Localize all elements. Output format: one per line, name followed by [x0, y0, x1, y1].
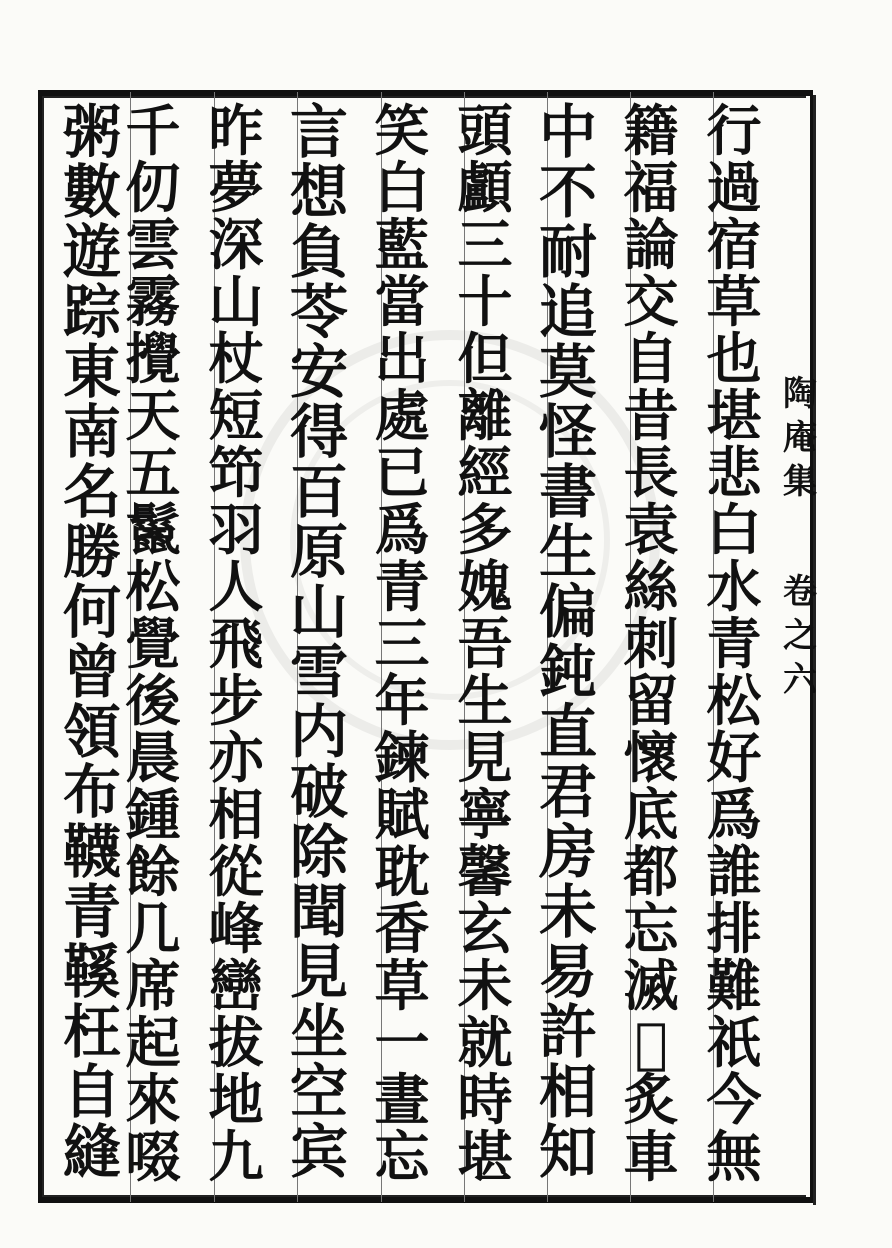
text-character: 都	[623, 839, 679, 904]
text-character: 坐	[289, 998, 348, 1066]
text-character: 昨	[208, 98, 264, 163]
text-character: 遊	[62, 218, 121, 286]
text-character: 耐	[538, 218, 597, 286]
text-character: 席	[125, 953, 181, 1018]
text-character: 安	[289, 338, 348, 406]
text-character: 鍊	[374, 725, 430, 790]
text-character: 晝	[374, 1067, 430, 1132]
text-character: 來	[125, 1067, 181, 1132]
text-character: 玄	[457, 896, 513, 961]
text-character: 除	[289, 818, 348, 886]
text-character: 賦	[374, 782, 430, 847]
text-character: 追	[538, 278, 597, 346]
text-character: 論	[623, 212, 679, 277]
text-character: 直	[538, 698, 597, 766]
text-character: 山	[208, 269, 264, 334]
text-column-2	[609, 98, 693, 1197]
text-character: 祇	[706, 1010, 762, 1075]
text-character: 後	[125, 668, 181, 733]
text-character: 刺	[623, 611, 679, 676]
text-character: 難	[706, 953, 762, 1018]
text-character: 啜	[125, 1124, 181, 1189]
text-character: 吾	[457, 611, 513, 676]
text-character: 多	[457, 497, 513, 562]
text-character: 餘	[125, 839, 181, 904]
text-character: 霧	[125, 269, 181, 334]
text-character: 東	[62, 338, 121, 406]
text-character: 水	[706, 554, 762, 619]
text-character: 拔	[208, 1010, 264, 1075]
text-character: 五	[125, 440, 181, 505]
text-character: 寧	[457, 782, 513, 847]
text-character: 悲	[706, 440, 762, 505]
text-character: 破	[289, 758, 348, 826]
text-column-3	[526, 98, 610, 1197]
text-character: 笑	[374, 98, 430, 163]
text-character: 飛	[208, 611, 264, 676]
text-character: 深	[208, 212, 264, 277]
text-character: 袁	[623, 497, 679, 562]
text-column-9	[50, 98, 134, 1197]
text-character: 頭	[457, 98, 513, 163]
text-character: 領	[62, 698, 121, 766]
text-character: 滅	[623, 953, 679, 1018]
text-character: 天	[125, 383, 181, 448]
text-character: 車	[623, 1124, 679, 1189]
text-character: 離	[457, 383, 513, 448]
text-character: 也	[706, 326, 762, 391]
text-character: 青	[706, 611, 762, 676]
text-character: 得	[289, 398, 348, 466]
text-character: 留	[623, 668, 679, 733]
text-character: 堪	[706, 383, 762, 448]
text-character: 起	[125, 1010, 181, 1075]
text-character: 白	[706, 497, 762, 562]
text-character: 步	[208, 668, 264, 733]
text-character: 懷	[623, 725, 679, 790]
text-character: 十	[457, 269, 513, 334]
text-character: 人	[208, 554, 264, 619]
text-character: 青	[62, 878, 121, 946]
text-column-6	[277, 98, 361, 1197]
text-character: 言	[289, 98, 348, 166]
text-character: 炙	[623, 1067, 679, 1132]
text-character: 相	[208, 782, 264, 847]
text-character: 鍾	[125, 782, 181, 847]
text-character: 交	[623, 269, 679, 334]
text-character: 已	[374, 440, 430, 505]
text-character: 青	[374, 554, 430, 619]
banxin-title-char: 集	[783, 462, 817, 502]
text-character: 三	[374, 611, 430, 676]
text-character: 忘	[623, 896, 679, 961]
text-character: 松	[125, 554, 181, 619]
text-character: 仞	[125, 155, 181, 220]
text-character: 千	[125, 98, 181, 163]
text-character: 房	[538, 818, 597, 886]
text-character: 峰	[208, 896, 264, 961]
text-character: 地	[208, 1067, 264, 1132]
text-character: 鞵	[62, 938, 121, 1006]
text-character: 許	[538, 998, 597, 1066]
text-character: 巒	[208, 953, 264, 1018]
text-character: 雪	[289, 638, 348, 706]
text-column-7	[194, 98, 278, 1197]
banxin-volume-label	[782, 570, 818, 702]
text-character: 覺	[125, 611, 181, 676]
text-character: 出	[374, 326, 430, 391]
text-character: 生	[538, 518, 597, 586]
text-character: 枉	[62, 998, 121, 1066]
text-character: 相	[538, 1058, 597, 1126]
text-character: 堪	[457, 1124, 513, 1189]
text-character: 自	[62, 1058, 121, 1126]
text-character: 原	[289, 518, 348, 586]
text-character: 鬣	[125, 497, 181, 562]
banxin-title-char: 庵	[783, 418, 817, 458]
text-character: 三	[457, 212, 513, 277]
text-character: 長	[623, 440, 679, 505]
text-character: 中	[538, 98, 597, 166]
text-character: 羽	[208, 497, 264, 562]
text-character: 行	[706, 98, 762, 163]
text-character: 怪	[538, 398, 597, 466]
text-character: 見	[457, 725, 513, 790]
text-character: 何	[62, 578, 121, 646]
text-character: 過	[706, 155, 762, 220]
text-character: 晨	[125, 725, 181, 790]
text-character: 百	[289, 458, 348, 526]
text-character: 馨	[457, 839, 513, 904]
banxin-title-char: 陶	[783, 374, 817, 414]
text-character: 從	[208, 839, 264, 904]
text-character: 忘	[374, 1124, 430, 1189]
text-character: 亦	[208, 725, 264, 790]
text-character: 踪	[62, 278, 121, 346]
text-character: 知	[538, 1118, 597, 1186]
text-character: 年	[374, 668, 430, 733]
text-character: 但	[457, 326, 513, 391]
text-character: 九	[208, 1124, 264, 1189]
text-character: 松	[706, 668, 762, 733]
text-character: 生	[457, 668, 513, 733]
text-character: 草	[706, 269, 762, 334]
text-character: 處	[374, 383, 430, 448]
text-character: 一	[374, 1010, 430, 1075]
text-character: 雲	[125, 212, 181, 277]
text-character: 南	[62, 398, 121, 466]
text-character: 内	[289, 698, 348, 766]
text-character: 昔	[623, 383, 679, 448]
text-column-4	[443, 98, 527, 1197]
text-character: 誰	[706, 839, 762, 904]
text-character: 縫	[62, 1118, 121, 1186]
text-character: 絲	[623, 554, 679, 619]
text-character: 偏	[538, 578, 597, 646]
text-character: 籍	[623, 98, 679, 163]
text-character: 今	[706, 1067, 762, 1132]
text-character: 短	[208, 383, 264, 448]
text-character: 勝	[62, 518, 121, 586]
text-character: 山	[289, 578, 348, 646]
text-character: 爲	[374, 497, 430, 562]
text-character: 就	[457, 1010, 513, 1075]
text-character: 布	[62, 758, 121, 826]
text-character: 書	[538, 458, 597, 526]
text-character: 攪	[125, 326, 181, 391]
text-character: 爲	[706, 782, 762, 847]
banxin-volume-char: 六	[783, 660, 817, 700]
text-character: 笻	[208, 440, 264, 505]
text-character: 媿	[457, 554, 513, 619]
text-character: 藍	[374, 212, 430, 277]
text-character: 排	[706, 896, 762, 961]
text-column-5	[360, 98, 444, 1197]
text-character: 空	[289, 1058, 348, 1126]
text-character: 經	[457, 440, 513, 505]
text-character: 名	[62, 458, 121, 526]
banxin-book-title	[782, 372, 818, 504]
text-character: 福	[623, 155, 679, 220]
text-character: 杖	[208, 326, 264, 391]
text-character: 韈	[62, 818, 121, 886]
text-character: 負	[289, 218, 348, 286]
text-character: 君	[538, 758, 597, 826]
text-character: 時	[457, 1067, 513, 1132]
text-character: 宾	[289, 1118, 348, 1186]
text-character: 粥	[62, 98, 121, 166]
text-character: 想	[289, 158, 348, 226]
text-character: 當	[374, 269, 430, 334]
text-character: 苓	[289, 278, 348, 346]
text-character: 鈍	[538, 638, 597, 706]
text-character: 未	[538, 878, 597, 946]
text-character: 白	[374, 155, 430, 220]
text-character: 自	[623, 326, 679, 391]
text-character: 几	[125, 896, 181, 961]
text-character: 聞	[289, 878, 348, 946]
text-character: 數	[62, 158, 121, 226]
text-character: 曾	[62, 638, 121, 706]
text-character: 夢	[208, 155, 264, 220]
text-character: 𦚾	[634, 1010, 668, 1075]
text-character: 見	[289, 938, 348, 1006]
text-character: 香	[374, 896, 430, 961]
text-character: 不	[538, 158, 597, 226]
text-character: 無	[706, 1124, 762, 1189]
banxin-volume-char: 之	[783, 616, 817, 656]
text-character: 宿	[706, 212, 762, 277]
text-character: 顱	[457, 155, 513, 220]
text-character: 未	[457, 953, 513, 1018]
text-character: 好	[706, 725, 762, 790]
text-character: 易	[538, 938, 597, 1006]
text-column-1	[692, 98, 776, 1197]
text-character: 草	[374, 953, 430, 1018]
text-character: 耽	[374, 839, 430, 904]
text-character: 底	[623, 782, 679, 847]
banxin-volume-char: 卷	[783, 572, 817, 612]
text-character: 莫	[538, 338, 597, 406]
